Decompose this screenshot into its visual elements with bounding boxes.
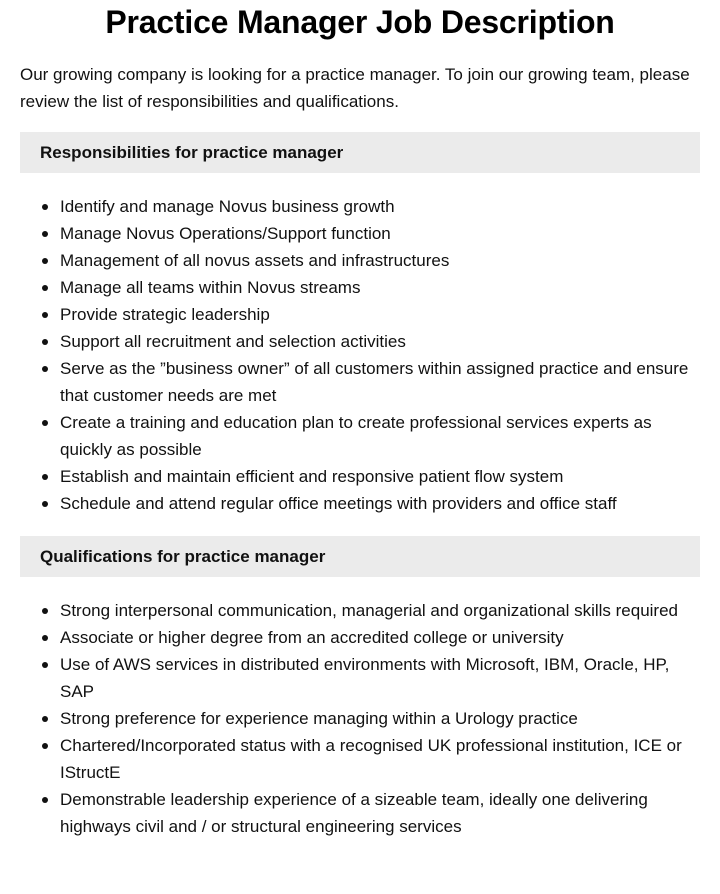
- list-item: [20, 274, 700, 301]
- list-item-text: Strong preference for experience managing within a Urology practice: [60, 709, 578, 728]
- responsibilities-heading: Responsibilities for practice manager: [20, 132, 700, 173]
- intro-paragraph: Our growing company is looking for a practice manager. To join our growing team, please review the list of responsibilities and qualifications.: [20, 65, 690, 111]
- list-item: [20, 732, 700, 786]
- list-item-text: Demonstrable leadership experience of a sizeable team, ideally one delivering highways civil and / or structural engineering services: [60, 790, 648, 836]
- list-item-text: Provide strategic leadership: [60, 305, 270, 324]
- bullet-dot-icon: [42, 339, 48, 345]
- bullet-dot-icon: [42, 231, 48, 237]
- list-item: [20, 624, 700, 651]
- bullet-dot-icon: [42, 204, 48, 210]
- list-item: [20, 705, 700, 732]
- list-item-text: Establish and maintain efficient and responsive patient flow system: [60, 467, 564, 486]
- list-item: [20, 355, 700, 409]
- list-item-text: Schedule and attend regular office meetings with providers and office staff: [60, 494, 617, 513]
- bullet-dot-icon: [42, 716, 48, 722]
- list-item: [20, 193, 700, 220]
- list-item-text: Manage Novus Operations/Support function: [60, 224, 391, 243]
- list-item-text: Associate or higher degree from an accredited college or university: [60, 628, 564, 647]
- responsibilities-section: [20, 132, 700, 517]
- list-item-text: Serve as the ”business owner” of all customers within assigned practice and ensure that customer needs are met: [60, 359, 689, 405]
- list-item-text: Support all recruitment and selection activities: [60, 332, 406, 351]
- bullet-dot-icon: [42, 662, 48, 668]
- bullet-dot-icon: [42, 420, 48, 426]
- list-item-text: Chartered/Incorporated status with a recognised UK professional institution, ICE or IStructE: [60, 736, 682, 782]
- bullet-dot-icon: [42, 501, 48, 507]
- list-item-text: Management of all novus assets and infrastructures: [60, 251, 450, 270]
- list-item-text: Strong interpersonal communication, managerial and organizational skills required: [60, 601, 679, 620]
- bullet-dot-icon: [42, 312, 48, 318]
- bullet-dot-icon: [42, 366, 48, 372]
- list-item-text: Use of AWS services in distributed environments with Microsoft, IBM, Oracle, HP, SAP: [60, 655, 670, 701]
- bullet-dot-icon: [42, 635, 48, 641]
- bullet-dot-icon: [42, 474, 48, 480]
- list-item: [20, 490, 700, 517]
- list-item: [20, 786, 700, 840]
- list-item: [20, 597, 700, 624]
- list-item-text: Manage all teams within Novus streams: [60, 278, 361, 297]
- list-item-text: Create a training and education plan to create professional services experts as quickly as possible: [60, 413, 652, 459]
- list-item: [20, 220, 700, 247]
- qualifications-list: [20, 597, 700, 840]
- bullet-dot-icon: [42, 285, 48, 291]
- bullet-dot-icon: [42, 797, 48, 803]
- list-item: [20, 301, 700, 328]
- list-item: [20, 247, 700, 274]
- qualifications-heading: Qualifications for practice manager: [20, 536, 700, 577]
- list-item: [20, 463, 700, 490]
- list-item: [20, 328, 700, 355]
- list-item: [20, 409, 700, 463]
- bullet-dot-icon: [42, 743, 48, 749]
- list-item-text: Identify and manage Novus business growth: [60, 197, 395, 216]
- bullet-dot-icon: [42, 608, 48, 614]
- bullet-dot-icon: [42, 258, 48, 264]
- responsibilities-list: [20, 193, 700, 517]
- page-title: Practice Manager Job Description: [105, 4, 615, 40]
- qualifications-section: [20, 536, 700, 840]
- list-item: [20, 651, 700, 705]
